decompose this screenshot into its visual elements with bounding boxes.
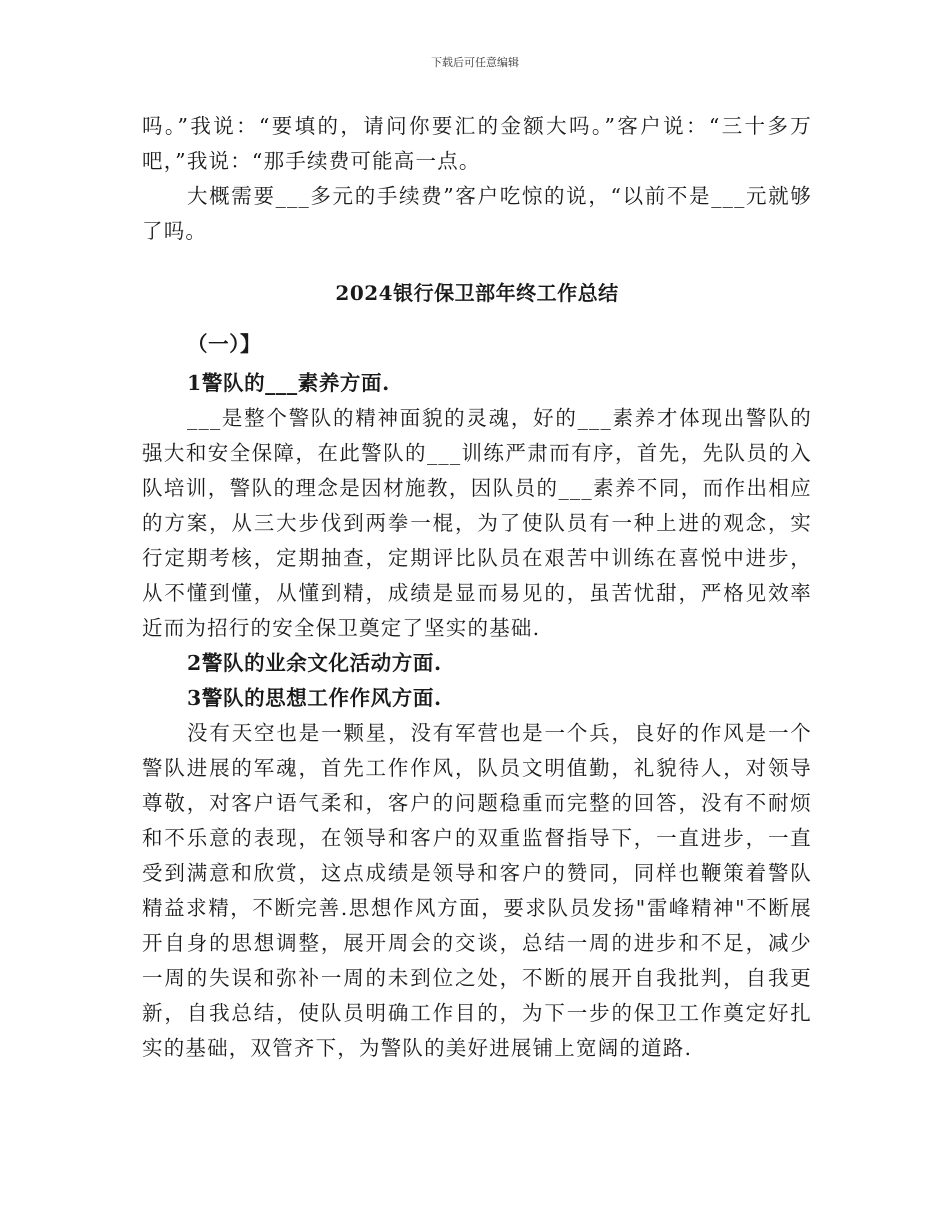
heading-3: 3警队的思想工作作风方面. [187,686,442,710]
paragraph-3: 没有天空也是一颗星，没有军营也是一个兵，良好的作风是一个警队进展的军魂，首先工作作风，队员文明值勤，礼貌待人，对领导尊敬，对客户语气柔和，客户的问题稳重而完整的回答，没有不耐烦和不乐意的表现，在领导和客户的双重监督指导下，一直进步，一直受到满意和欣赏，这点成绩是领导和客户的赞同，同样也鞭策着警队精益求精，不断完善.思想作风方面，要求队员发扬"雷峰精神"不断展开自身的思想调整，展开周会的交谈，总结一周的进步和不足，减少一周的失误和弥补一周的未到位之处，不断的展开自我批判，自我更新，自我总结，使队员明确工作目的，为下一步的保卫工作奠定好扎实的基础，双管齐下，为警队的美好进展铺上宽阔的道路. [142,721,812,1060]
page-header-note: 下载后可任意编辑 [431,56,519,69]
section-marker: （一）】 [187,332,262,356]
intro-paragraph-1: 吗。”我说：“要填的，请问你要汇的金额大吗。”客户说：“三十多万吧，”我说：“那手续费可能高一点。 [142,114,812,173]
paragraph-1: ___是整个警队的精神面貌的灵魂，好的___素养才体现出警队的强大和安全保障，在此警队的___训练严肃而有序，首先，先队员的入队培训，警队的理念是因材施教，因队员的___素养不同，而作出相应的方案，从三大步伐到两拳一棍，为了使队员有一种上进的观念，实行定期考核，定期抽查，定期评比队员在艰苦中训练在喜悦中进步，从不懂到懂，从懂到精，成绩是显而易见的，虽苦忧甜，严格见效率近而为招行的安全保卫奠定了坚实的基础. [142,406,812,640]
document-body [142,109,812,1066]
heading-2: 2警队的业余文化活动方面. [187,651,442,675]
document-title: 2024银行保卫部年终工作总结 [335,281,619,305]
heading-1: 1警队的___素养方面. [187,371,390,395]
intro-paragraph-2: 大概需要___多元的手续费”客户吃惊的说，“以前不是___元就够了吗。 [142,184,812,243]
